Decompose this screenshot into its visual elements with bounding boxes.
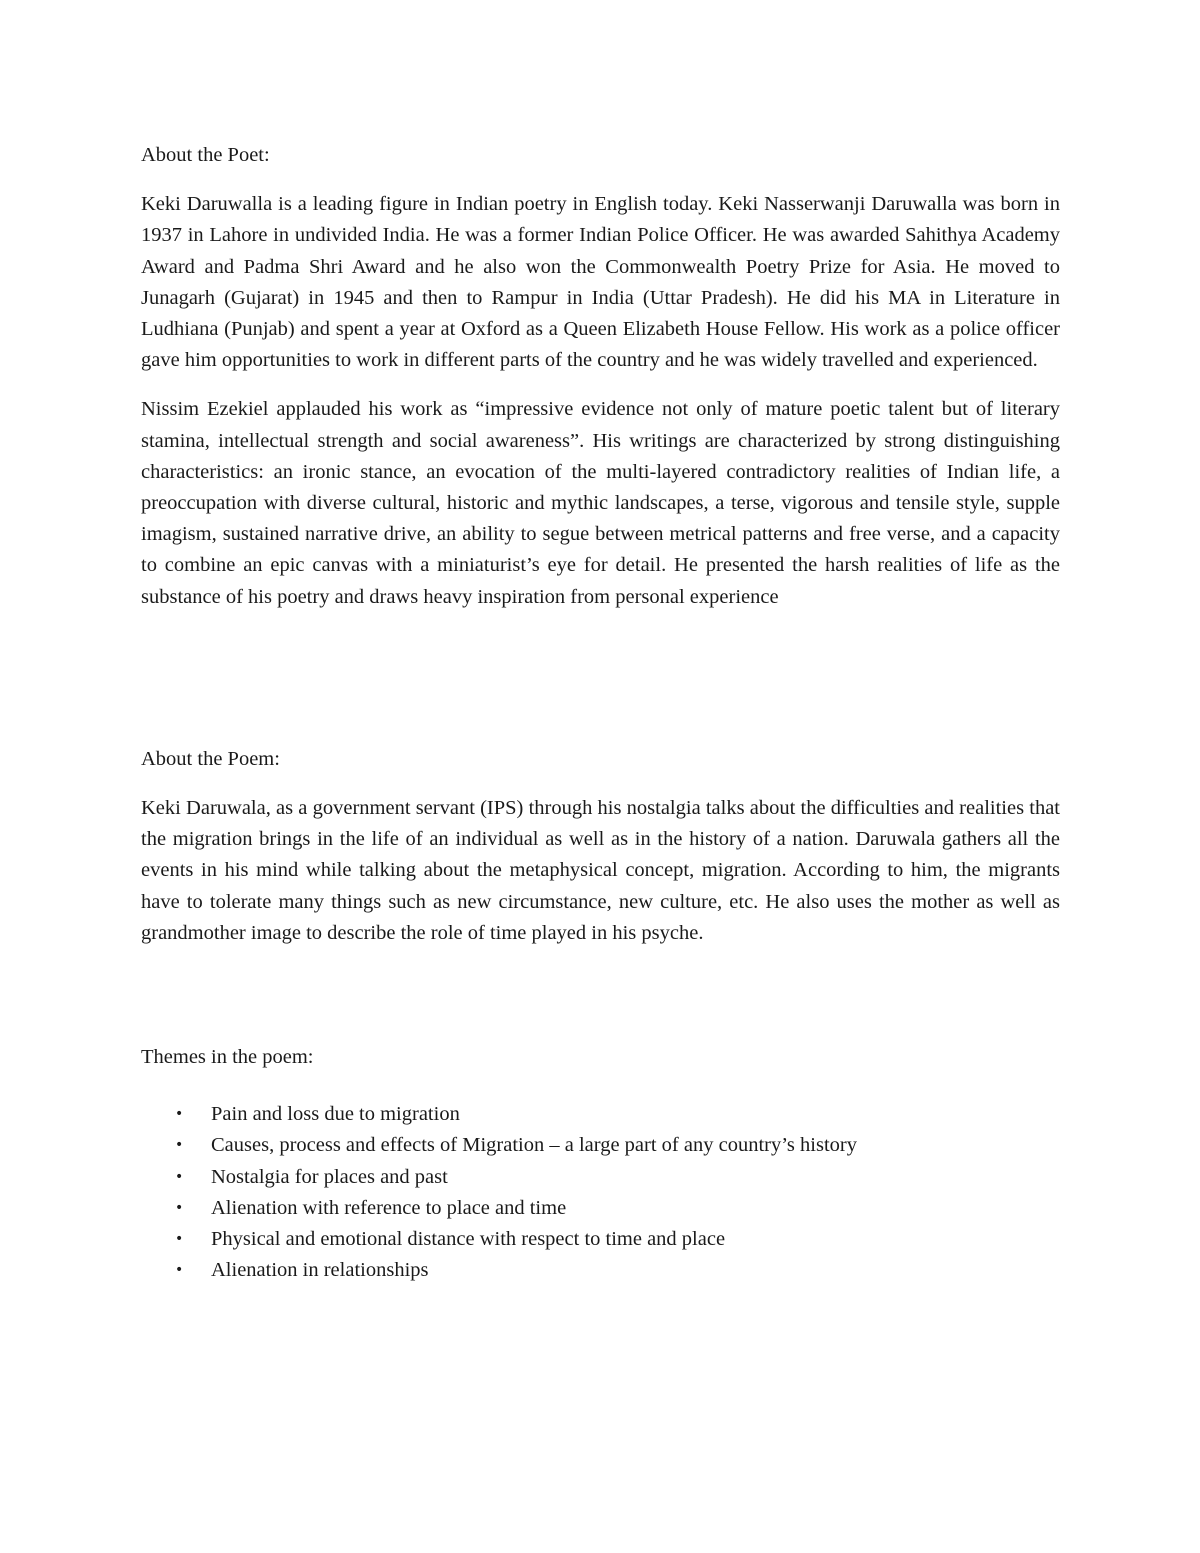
poet-style-paragraph: Nissim Ezekiel applauded his work as “impressive evidence not only of mature poetic talent but of literary stamina, intellectual strength and social awareness”. His writings are characterized by strong distinguishing characteristics: an ironic stance, an evocation of the multi-layered contradictory realities of Indian life, a preoccupation with diverse cultural, historic and mythic landscapes, a terse, vigorous and tensile style, supple imagism, sustained narrative drive, an ability to segue between metrical patterns and free verse, and a capacity to combine an epic canvas with a miniaturist’s eye for detail. He presented the harsh realities of life as the substance of his poetry and draws heavy inspiration from personal experience [141, 398, 1060, 608]
bullet-icon: • [175, 1231, 184, 1248]
theme-list-item [141, 1224, 1060, 1255]
theme-text: Pain and loss due to migration [211, 1103, 460, 1126]
bullet-icon: • [175, 1199, 184, 1216]
theme-list-item [141, 1099, 1060, 1130]
theme-text: Physical and emotional distance with respect to time and place [211, 1228, 726, 1251]
bullet-icon: • [175, 1262, 184, 1279]
section-spacer [141, 967, 1060, 1042]
themes-section-heading: Themes in the poem: [141, 1046, 314, 1069]
theme-list-item [141, 1162, 1060, 1193]
bullet-icon: • [175, 1137, 184, 1154]
document-page [141, 140, 1060, 1286]
theme-list-item [141, 1193, 1060, 1224]
poet-section-heading: About the Poet: [141, 144, 270, 166]
poet-bio-paragraph: Keki Daruwalla is a leading figure in Indian poetry in English today. Keki Nasserwanji Daruwalla was born in 1937 in Lahore in undivided India. He was a former Indian Police Officer. He was awarded Sahithya Academy Award and Padma Shri Award and he also won the Commonwealth Poetry Prize for Asia. He moved to Junagarh (Gujarat) in 1945 and then to Rampur in India (Uttar Pradesh). He did his MA in Literature in Ludhiana (Punjab) and spent a year at Oxford as a Queen Elizabeth House Fellow. His work as a police officer gave him opportunities to work in different parts of the country and he was widely travelled and experienced. [141, 193, 1060, 372]
theme-list-item [141, 1255, 1060, 1286]
section-spacer [141, 631, 1060, 744]
theme-text: Causes, process and effects of Migration – a large part of any country’s history [211, 1134, 857, 1157]
bullet-icon: • [175, 1168, 184, 1185]
themes-list [141, 1099, 1060, 1286]
theme-list-item [141, 1130, 1060, 1161]
theme-text: Alienation in relationships [211, 1259, 429, 1282]
bullet-icon: • [175, 1106, 184, 1123]
poem-summary-paragraph: Keki Daruwala, as a government servant (IPS) through his nostalgia talks about the difficulties and realities that the migration brings in the life of an individual as well as in the history of a nation. Daruwala gathers all the events in his mind while talking about the metaphysical concept, migration. According to him, the migrants have to tolerate many things such as new circumstance, new culture, etc. He also uses the mother as well as grandmother image to describe the role of time played in his psyche. [141, 797, 1060, 944]
poem-section-heading: About the Poem: [141, 747, 280, 770]
theme-text: Alienation with reference to place and time [211, 1196, 567, 1219]
theme-text: Nostalgia for places and past [211, 1165, 448, 1188]
